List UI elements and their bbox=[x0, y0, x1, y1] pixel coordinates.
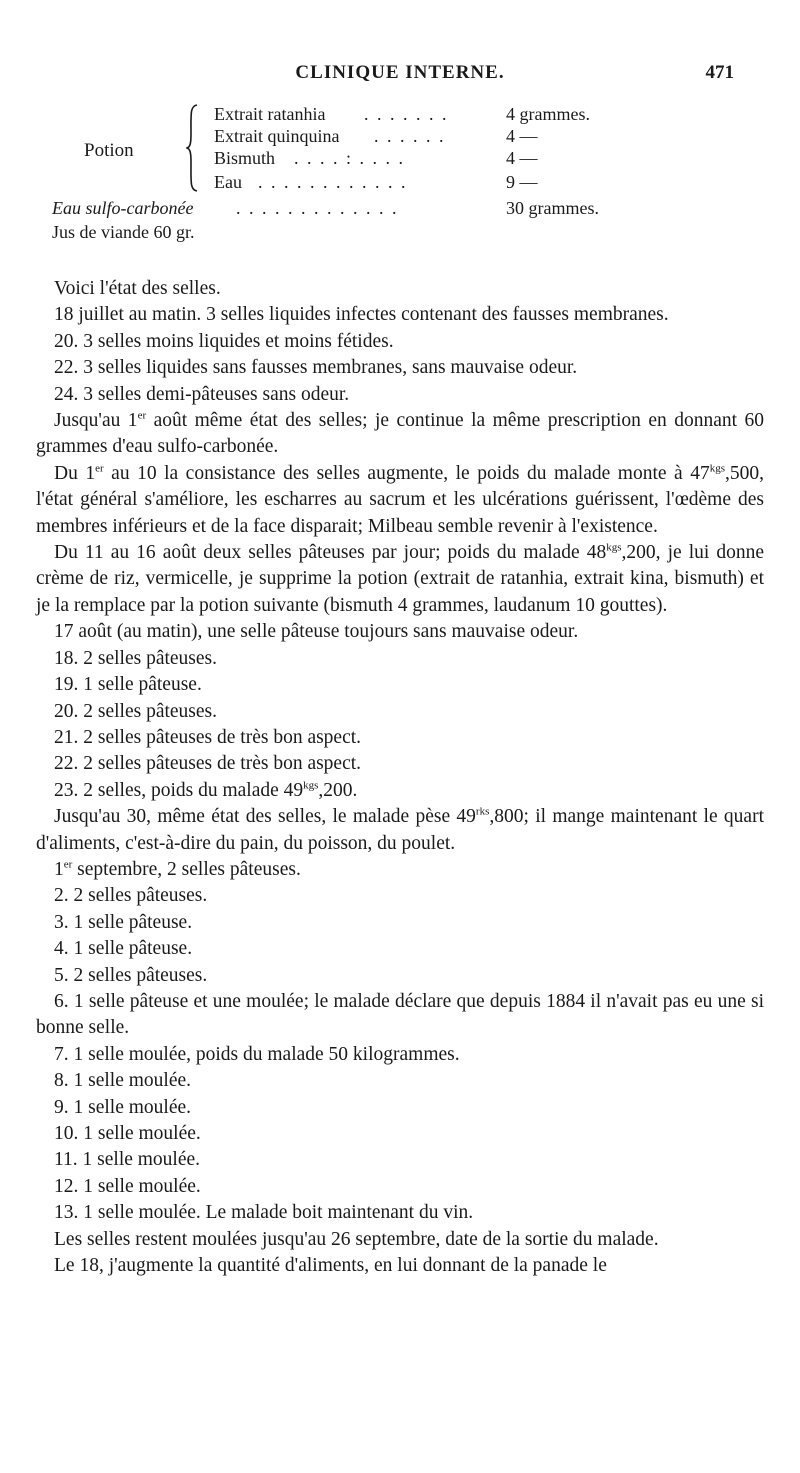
paragraph: 22. 3 selles liquides sans fausses membranes, sans mauvaise odeur. bbox=[54, 357, 578, 379]
paragraph: 9. 1 selle moulée. bbox=[54, 1096, 192, 1118]
page-number: 471 bbox=[705, 62, 734, 83]
running-header-title: CLINIQUE INTERNE. bbox=[295, 62, 505, 83]
paragraph: 24. 3 selles demi-pâteuses sans odeur. bbox=[54, 383, 350, 405]
paragraph: 5. 2 selles pâteuses. bbox=[54, 964, 208, 986]
paragraph: Jusqu'au 30, même état des selles, le malade pèse $49^{rks},800$; il mange maintenant le quart d'aliments, c'est-à-dire du pain, du poisson, du poulet. bbox=[36, 805, 764, 854]
potion-item-name: Bismuth bbox=[214, 148, 276, 168]
leader-dots: . . . . . . . bbox=[364, 104, 449, 124]
paragraph: Jusqu'au 1er août même état des selles; je continue la même prescription en donnant 60 grammes d'eau sulfo-carbonée. bbox=[36, 409, 764, 458]
paragraph: 12. 1 selle moulée. bbox=[54, 1175, 201, 1197]
leader-dots: . . . . : . . . . bbox=[294, 148, 406, 168]
eau-sulfo-qty: 30 grammes. bbox=[506, 198, 599, 218]
paragraph: Du 11 au 16 août deux selles pâteuses par jour; poids du malade $48^{kgs},200$, je lui donne crème de riz, vermicelle, je supprime la potion (extrait de ratanhia, extrait kina, bismuth) et je la remplace par la potion suivante (bismuth 4 grammes, laudanum 10 gouttes). bbox=[36, 541, 764, 616]
paragraph: 20. 2 selles pâteuses. bbox=[54, 700, 218, 722]
curly-brace-icon bbox=[186, 104, 198, 192]
paragraph: Le 18, j'augmente la quantité d'aliments, en lui donnant de la panade le bbox=[54, 1255, 607, 1277]
paragraph: 2. 2 selles pâteuses. bbox=[54, 885, 208, 907]
paragraph: 22. 2 selles pâteuses de très bon aspect. bbox=[54, 753, 362, 775]
body-text bbox=[36, 276, 764, 1279]
paragraph: 20. 3 selles moins liquides et moins fétides. bbox=[54, 330, 394, 352]
paragraph: 11. 1 selle moulée. bbox=[54, 1149, 201, 1171]
paragraph: Les selles restent moulées jusqu'au 26 septembre, date de la sortie du malade. bbox=[54, 1228, 659, 1250]
potion-label: Potion bbox=[84, 140, 134, 161]
paragraph: 21. 2 selles pâteuses de très bon aspect. bbox=[54, 726, 362, 748]
paragraph: 1er septembre, 2 selles pâteuses. bbox=[54, 858, 301, 880]
paragraph: 23. 2 selles, poids du malade $49^{kgs},200$. bbox=[54, 779, 358, 801]
potion-item-name: Extrait quinquina bbox=[214, 126, 340, 146]
potion-item-qty: 4 grammes. bbox=[506, 104, 590, 124]
leader-dots: . . . . . . . . . . . . bbox=[258, 172, 408, 192]
paragraph: 10. 1 selle moulée. bbox=[54, 1123, 201, 1144]
paragraph: 18. 2 selles pâteuses. bbox=[54, 647, 218, 669]
paragraph: 6. 1 selle pâteuse et une moulée; le malade déclare que depuis 1884 il n'avait pas eu une si bonne selle. bbox=[36, 990, 764, 1039]
potion-item-qty: 4 — bbox=[506, 126, 538, 146]
paragraph: 7. 1 selle moulée, poids du malade 50 kilogrammes. bbox=[54, 1043, 460, 1065]
paragraph: 4. 1 selle pâteuse. bbox=[54, 938, 193, 960]
eau-sulfo-name: Eau sulfo-carbonée bbox=[52, 198, 194, 218]
paragraph: 18 juillet au matin. 3 selles liquides infectes contenant des fausses membranes. bbox=[54, 304, 669, 326]
paragraph: Voici l'état des selles. bbox=[54, 278, 221, 299]
potion-item-qty: 4 — bbox=[506, 148, 538, 168]
paragraph: Du 1er au 10 la consistance des selles augmente, le poids du malade monte à $47^{kgs},500$, l'état général s'améliore, les escharres au sacrum et les ulcérations guérissent, l'œdème des membres inférieurs et de la face disparait; Milbeau semble revenir à l'existence. bbox=[36, 462, 764, 537]
paragraph: 17 août (au matin), une selle pâteuse toujours sans mauvaise odeur. bbox=[54, 621, 579, 643]
potion-item-qty: 9 — bbox=[506, 172, 538, 192]
jus-line: Jus de viande 60 gr. bbox=[52, 222, 195, 242]
potion-item-name: Eau bbox=[214, 172, 242, 192]
leader-dots: . . . . . . . . . . . . . bbox=[236, 198, 399, 218]
potion-item-name: Extrait ratanhia bbox=[214, 104, 326, 124]
paragraph: 8. 1 selle moulée. bbox=[54, 1070, 192, 1092]
paragraph: 19. 1 selle pâteuse. bbox=[54, 674, 202, 696]
paragraph: 13. 1 selle moulée. Le malade boit maintenant du vin. bbox=[54, 1202, 474, 1224]
leader-dots: . . . . . . bbox=[374, 126, 446, 146]
paragraph: 3. 1 selle pâteuse. bbox=[54, 911, 193, 933]
